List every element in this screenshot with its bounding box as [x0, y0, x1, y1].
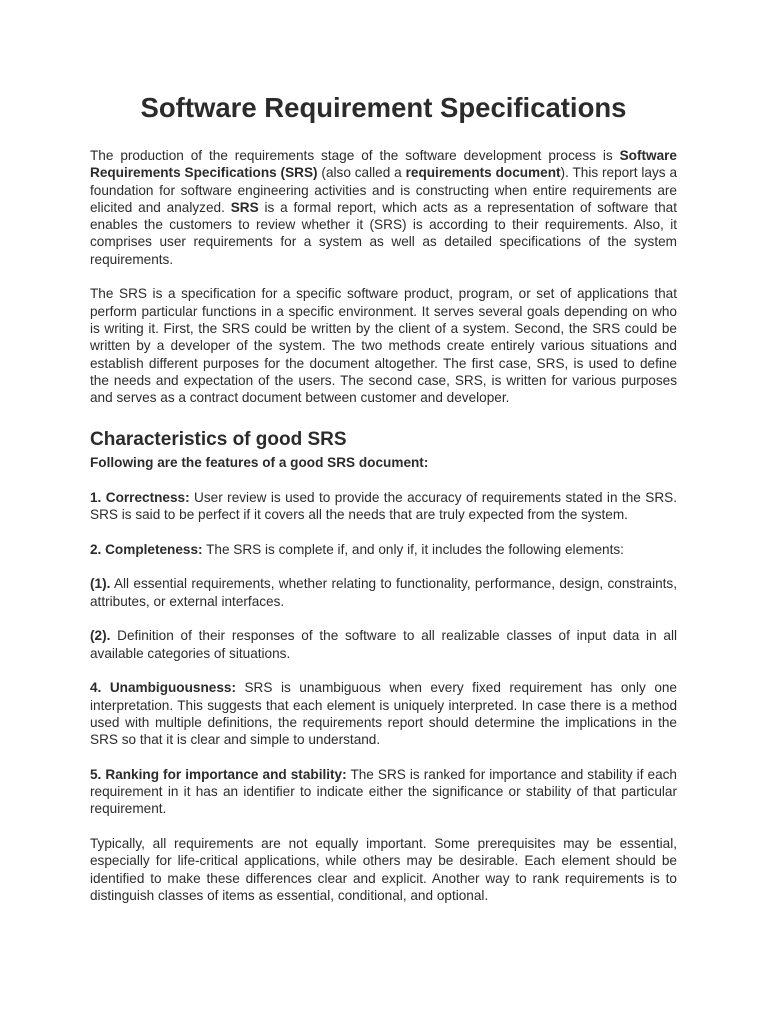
intro-bold-srs-full: Software Requirements Specifications (SRS)	[90, 148, 677, 181]
document-title: Software Requirement Specifications	[140, 92, 627, 123]
document-page	[90, 88, 677, 904]
item-label: 2. Completeness:	[90, 541, 203, 557]
intro-text-3: ). This report lays a foundation for software engineering activities and is constructing when entire requirements are elicited and analyzed.	[90, 165, 678, 215]
item-label: 1. Correctness:	[90, 489, 190, 505]
item-correctness	[90, 489, 677, 524]
item-label: (2).	[90, 628, 111, 644]
item-ranking	[90, 766, 677, 818]
item-label: (1).	[90, 576, 111, 592]
intro-bold-requirements-document: requirements document	[405, 165, 561, 181]
subitem-essential-requirements	[90, 575, 677, 610]
item-text: The SRS is ranked for importance and stability if each requirement in it has an identifier to indicate either the significance or stability of that particular requirement.	[90, 766, 677, 817]
item-text: User review is used to provide the accuracy of requirements stated in the SRS. SRS is said to be perfect if it covers all the needs that are truly expected from the system.	[90, 489, 677, 522]
closing-paragraph: Typically, all requirements are not equally important. Some prerequisites may be essential, especially for life-critical applications, while others may be desirable. Each element should be identified to make these differences clear and explicit. Another way to rank requirements is to distinguish classes of items as essential, conditional, and optional.	[90, 836, 677, 904]
item-text: All essential requirements, whether relating to functionality, performance, design, constraints, attributes, or external interfaces.	[90, 576, 677, 609]
srs-purpose-paragraph: The SRS is a specification for a specific software product, program, or set of applications that perform particular functions in a specific environment. It serves several goals depending on who is writing it. First, the SRS could be written by the client of a system. Second, the SRS could be written by a developer of the system. The two methods create entirely various situations and establish different purposes for the document altogether. The first case, SRS, is used to define the needs and expectation of the users. The second case, SRS, is written for various purposes and serves as a contract document between customer and developer.	[90, 286, 677, 406]
item-unambiguousness	[90, 679, 677, 748]
subitem-response-definitions	[90, 627, 677, 662]
intro-text-4: is a formal report, which acts as a representation of software that enables the customers to review whether it (SRS) is according to their requirements. Also, it comprises user requirements for a system as well as detailed specifications of the system requirements.	[90, 199, 677, 267]
item-text: The SRS is complete if, and only if, it includes the following elements:	[202, 541, 624, 557]
item-text: Definition of their responses of the software to all realizable classes of input data in all available categories of situations.	[90, 628, 677, 661]
intro-text-2: (also called a	[317, 165, 406, 181]
section-heading: Characteristics of good SRS	[90, 428, 347, 450]
intro-bold-srs: SRS	[230, 199, 259, 215]
item-label: 5. Ranking for importance and stability:	[90, 766, 347, 782]
item-label: 4. Unambiguousness:	[90, 680, 236, 696]
section-subheading: Following are the features of a good SRS document:	[90, 454, 429, 470]
item-text: SRS is unambiguous when every fixed requirement has only one interpretation. This suggests that each element is uniquely interpreted. In case there is a method used with multiple definitions, the requirements report should determine the implications in the SRS so that it is clear and simple to understand.	[90, 680, 677, 748]
intro-text-1: The production of the requirements stage of the software development process is	[90, 148, 620, 163]
intro-paragraph	[90, 147, 677, 268]
item-completeness	[90, 541, 677, 558]
